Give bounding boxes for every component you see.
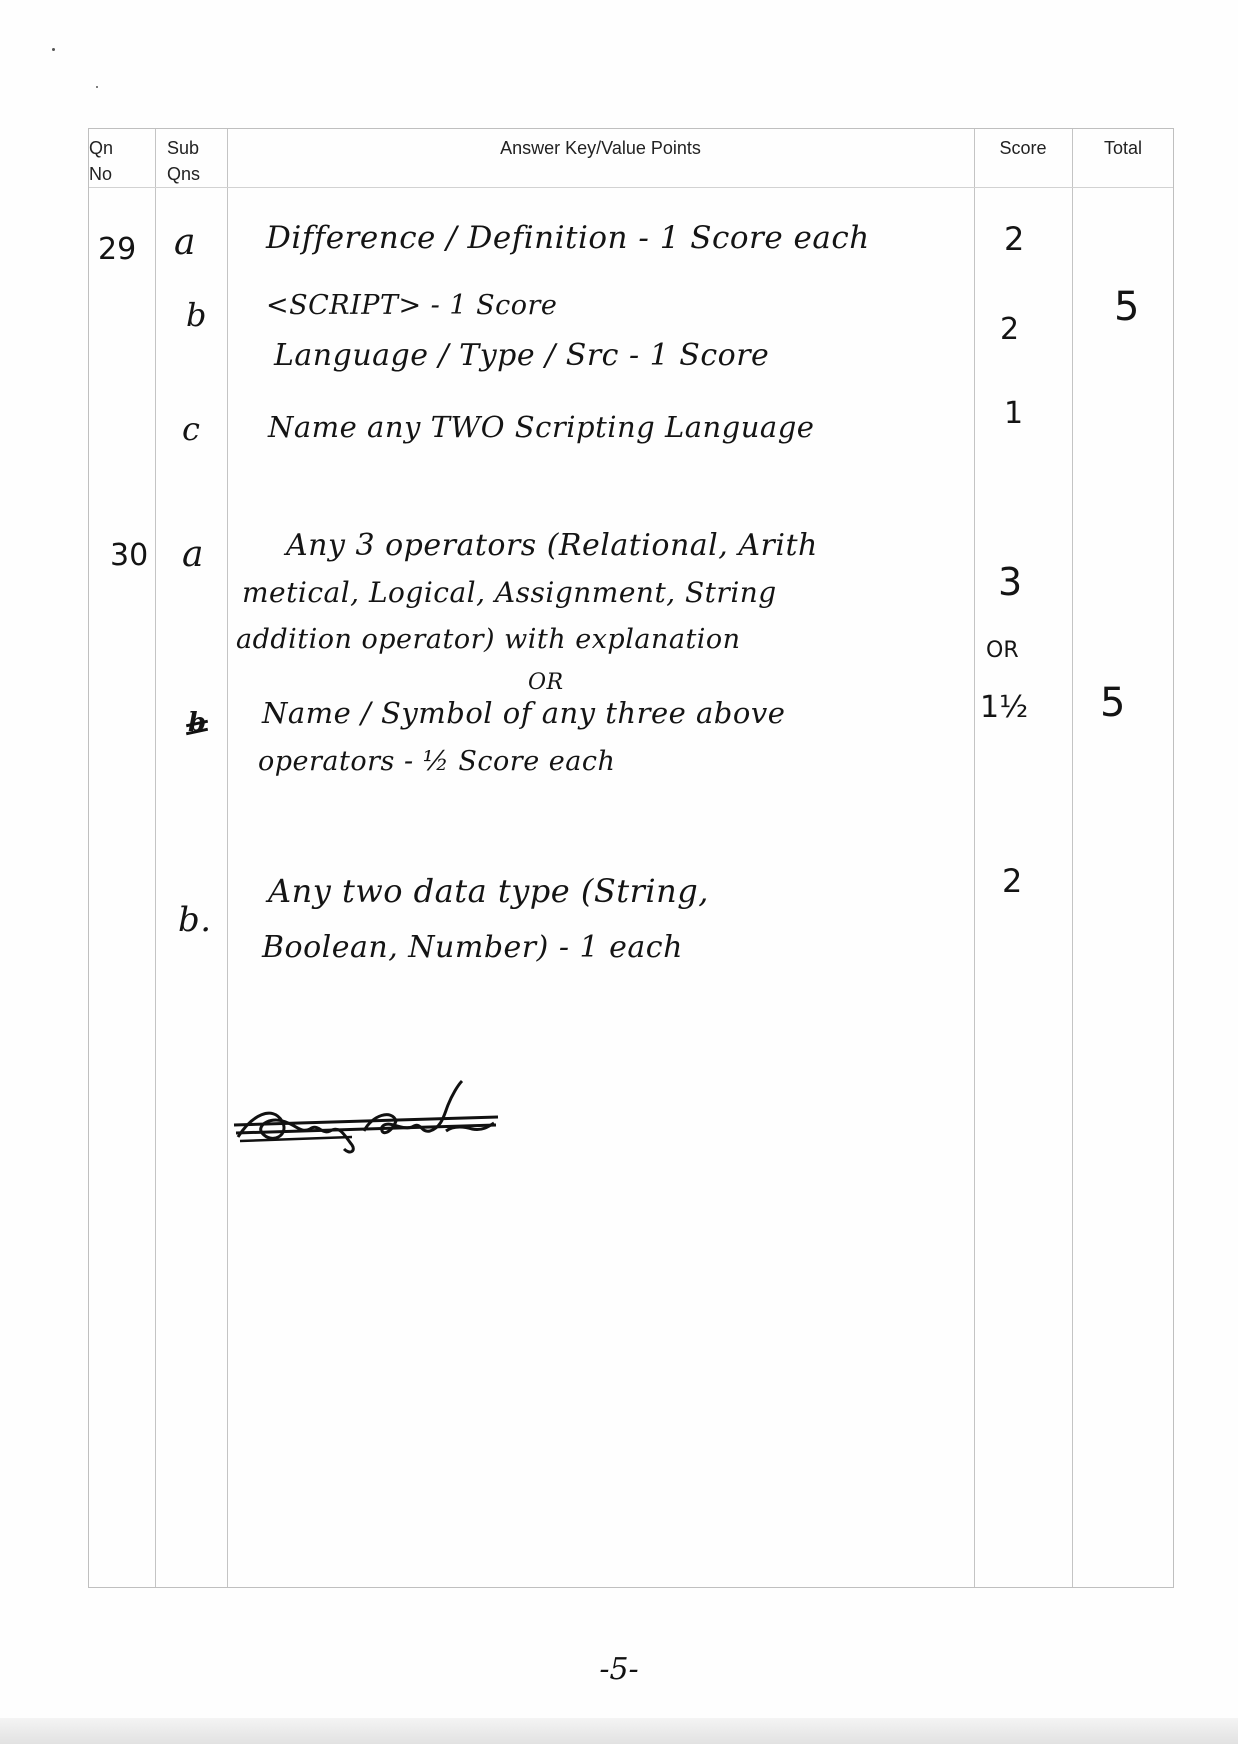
header-sub-label: Sub — [167, 138, 200, 158]
q29c-score: 1 — [1004, 396, 1024, 431]
q30a-line5: operators - ½ Score each — [258, 746, 616, 777]
q30b-line2: Boolean, Number) - 1 each — [262, 930, 683, 965]
header-answer-key: Answer Key/Value Points — [500, 138, 701, 158]
q30a-sub-label: a — [182, 534, 204, 575]
header-divider — [89, 187, 1173, 188]
q29b-sub-label: b — [186, 296, 207, 334]
header-qn-no — [89, 135, 155, 187]
q30b-sub-label: b. — [178, 900, 212, 940]
scan-speck — [96, 86, 98, 88]
q30a-score-main: 3 — [998, 560, 1023, 604]
q29a-score: 2 — [1004, 220, 1025, 258]
q29b-score: 2 — [1000, 312, 1020, 347]
q30-number: 30 — [110, 538, 149, 573]
q29-total: 5 — [1114, 284, 1140, 330]
column-divider — [1072, 129, 1073, 1587]
q30a-struck-sub-label — [186, 712, 210, 740]
header-total: Total — [1103, 138, 1143, 158]
column-divider — [974, 129, 975, 1587]
page-number: -5- — [599, 1652, 639, 1687]
q29-number: 29 — [98, 232, 137, 267]
q29a-sub-label: a — [174, 222, 196, 263]
header-no-label: No — [89, 164, 113, 184]
column-divider — [227, 129, 228, 1587]
q30a-line1: Any 3 operators (Relational, Arith — [286, 528, 818, 563]
header-score: Score — [999, 138, 1047, 158]
header-qn-label: Qn — [89, 138, 114, 158]
q30b-line1: Any two data type (String, — [268, 872, 709, 910]
q29c-sub-label: c — [182, 410, 201, 448]
q29a-text: Difference / Definition - 1 Score each — [266, 220, 870, 256]
signature-image — [232, 1075, 502, 1155]
q30a-line2: metical, Logical, Assignment, String — [242, 576, 777, 609]
q30a-line3: addition operator) with explanation — [236, 624, 741, 655]
q30a-score-or: OR — [986, 638, 1019, 663]
column-divider — [155, 129, 156, 1587]
scan-edge — [0, 1718, 1238, 1744]
q30a-score-alt: 1½ — [980, 690, 1029, 725]
q30b-score: 2 — [1002, 862, 1023, 900]
header-qns-label: Qns — [167, 164, 201, 184]
q30a-line4: Name / Symbol of any three above — [262, 696, 786, 730]
q29b-line1: <SCRIPT> - 1 Score — [266, 290, 558, 321]
header-sub-qns — [167, 135, 227, 187]
q30-total: 5 — [1100, 680, 1126, 726]
q29b-line2: Language / Type / Src - 1 Score — [274, 338, 770, 373]
q29c-text: Name any TWO Scripting Language — [268, 410, 815, 444]
q30a-or: OR — [528, 670, 564, 695]
scan-speck — [52, 48, 55, 51]
